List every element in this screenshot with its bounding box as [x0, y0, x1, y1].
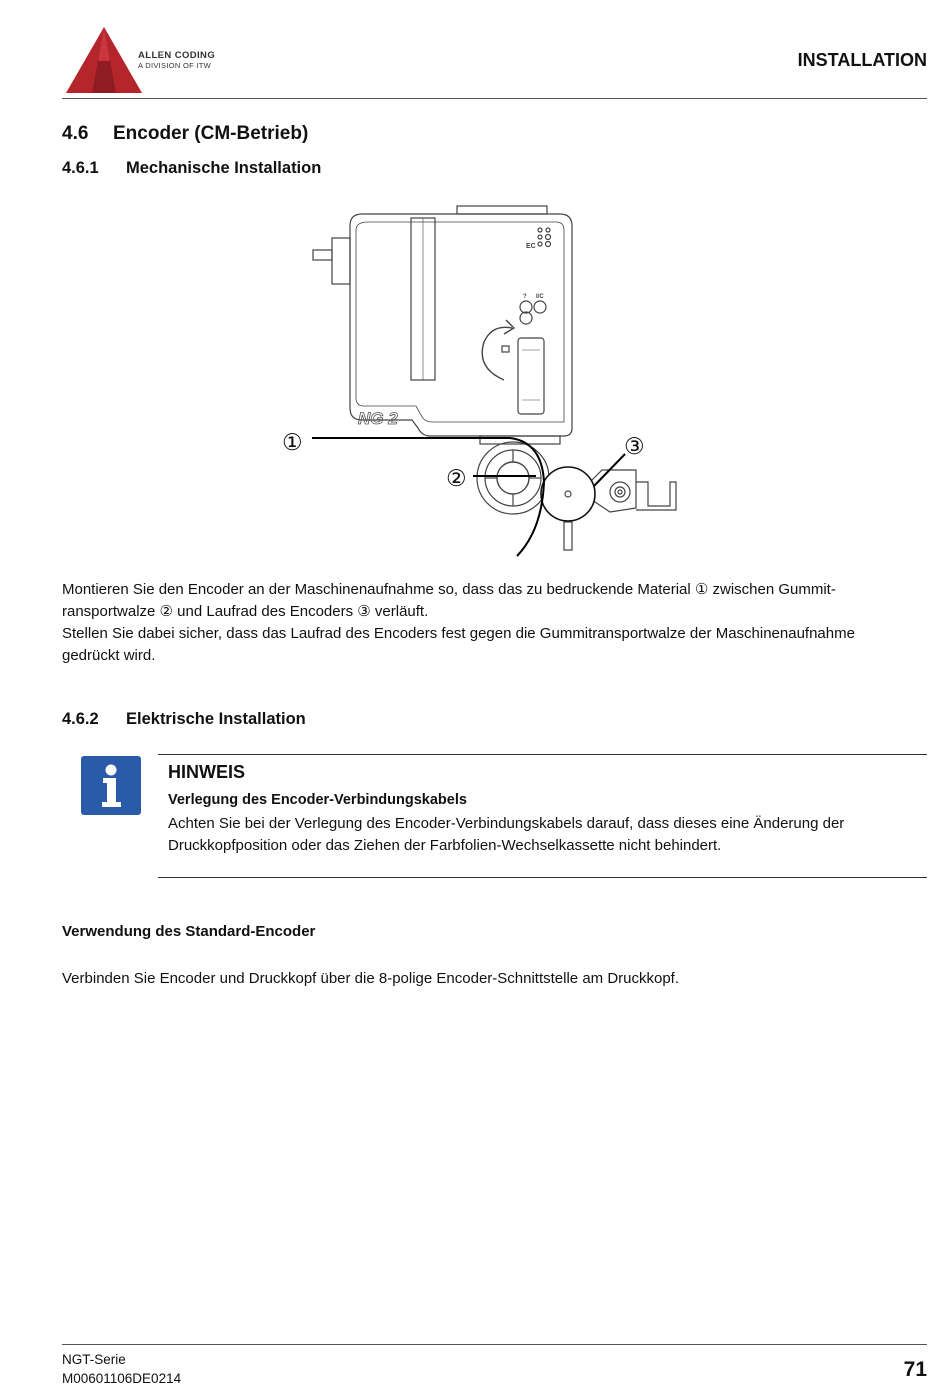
section-number: 4.6 [62, 123, 89, 144]
section-title: Elektrische Installation [126, 710, 306, 728]
footer-divider [62, 1344, 927, 1345]
encoder-installation-drawing [280, 200, 700, 562]
panel-label: EC [526, 243, 536, 250]
instruction-line: Stellen Sie dabei sicher, dass das Laufrad des Encoders fest gegen die Gummitransportwalze der Maschinenaufnahme [62, 625, 855, 642]
info-icon [81, 756, 141, 815]
notice-body: Achten Sie bei der Verlegung des Encoder-Verbindungskabels darauf, dass dieses eine Änderung der Druckkopfposition oder das Ziehen der Farbfolien-Wechselkassette nicht behindert. [168, 815, 845, 854]
header-divider [62, 98, 927, 99]
notice-top-rule [158, 754, 927, 755]
device-label: NG 2 [358, 409, 398, 428]
page-number: 71 [903, 1358, 927, 1381]
callout-1: ① [282, 429, 303, 455]
section-header: INSTALLATION [797, 50, 927, 70]
instruction-line: gedrückt wird. [62, 647, 156, 664]
section-number: 4.6.1 [62, 159, 99, 177]
standard-encoder-heading: Verwendung des Standard-Encoder [62, 923, 316, 940]
logo-subtitle: A DIVISION OF ITW [138, 61, 212, 70]
company-logo [66, 27, 142, 93]
section-heading-4-6-2 [62, 710, 306, 729]
callout-2: ② [446, 465, 467, 491]
footer-series: NGT-Serie [62, 1352, 126, 1367]
button-label-help: ? [523, 294, 527, 300]
footer-doc-id: M00601106DE0214 [62, 1371, 182, 1386]
section-title: Mechanische Installation [126, 159, 322, 177]
notice-bottom-rule [158, 877, 927, 878]
mechanical-instructions [62, 579, 922, 667]
section-heading-4-6 [62, 123, 308, 145]
notice-title: HINWEIS [168, 762, 246, 782]
instruction-line: ransportwalze ② und Laufrad des Encoders ③ verläuft. [62, 603, 429, 620]
notice-subtitle: Verlegung des Encoder-Verbindungskabels [168, 792, 467, 808]
callout-3: ③ [624, 433, 645, 459]
button-label-ic: I/C [536, 294, 544, 300]
instruction-line: Montieren Sie den Encoder an der Maschinenaufnahme so, dass das zu bedruckende Material ① zwischen Gummit- [62, 581, 836, 598]
section-title: Encoder (CM-Betrieb) [113, 123, 309, 144]
section-heading-4-6-1 [62, 159, 321, 178]
logo-name: ALLEN CODING [138, 50, 216, 61]
section-number: 4.6.2 [62, 710, 99, 728]
standard-encoder-text: Verbinden Sie Encoder und Druckkopf über die 8-polige Encoder-Schnittstelle am Druckkopf. [62, 970, 680, 987]
